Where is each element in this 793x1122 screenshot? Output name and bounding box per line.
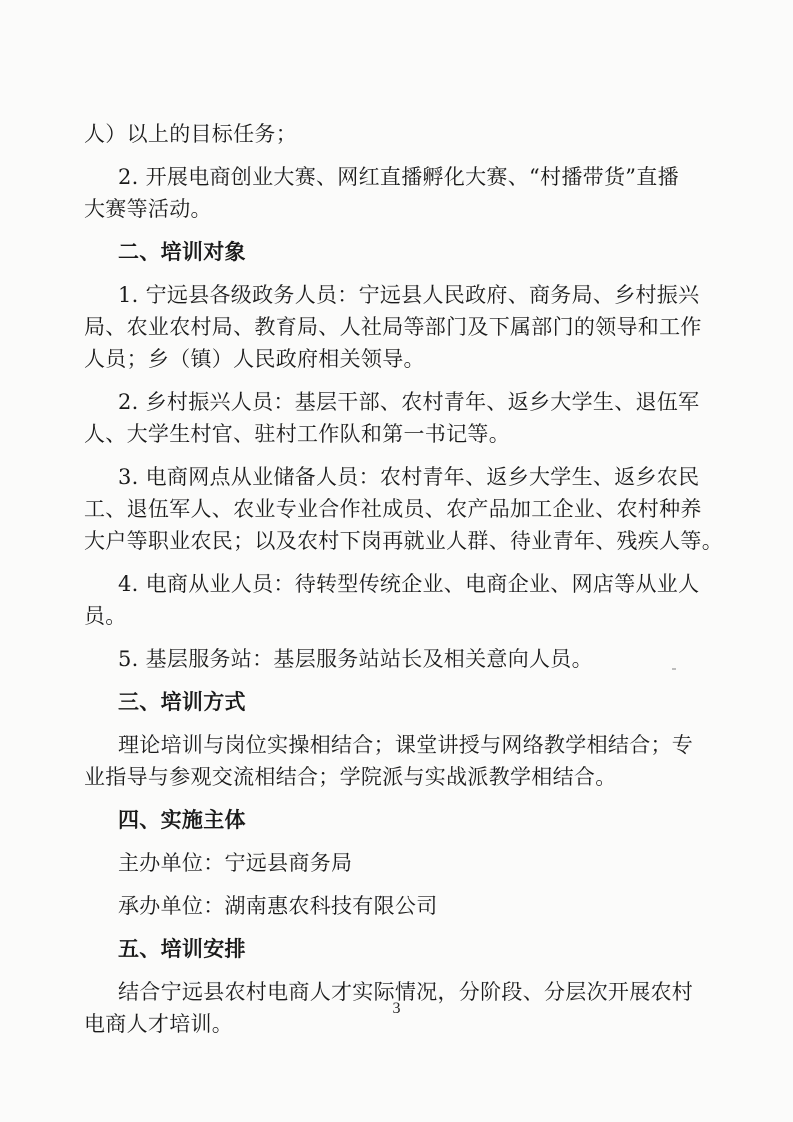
- text-line: 承办单位：湖南惠农科技有限公司: [118, 894, 438, 918]
- section-heading: 五、培训安排: [118, 937, 246, 961]
- scan-speck: [672, 668, 676, 670]
- text-line: 3. 电商网点从业储备人员：农村青年、返乡大学生、返乡农民: [118, 465, 700, 489]
- text-line: 业指导与参观交流相结合；学院派与实战派教学相结合。: [84, 765, 617, 789]
- text-line: 大户等职业农民；以及农村下岗再就业人群、待业青年、残疾人等。: [84, 529, 723, 553]
- text-line: 电商人才培训。: [84, 1012, 234, 1036]
- text-line: 主办单位：宁远县商务局: [118, 851, 353, 875]
- text-line: 5. 基层服务站：基层服务站站长及相关意向人员。: [118, 647, 593, 671]
- text-line: 员。: [84, 604, 127, 628]
- text-line: 人）以上的目标任务；: [84, 122, 297, 146]
- document-body: [84, 118, 723, 1040]
- section-heading: 三、培训方式: [118, 690, 246, 714]
- text-line: 1. 宁远县各级政务人员：宁远县人民政府、商务局、乡村振兴: [118, 283, 700, 307]
- page-number: 3: [392, 1000, 401, 1017]
- text-line: 2. 开展电商创业大赛、网红直播孵化大赛、“村播带货”直播: [118, 165, 679, 189]
- text-line: 2. 乡村振兴人员：基层干部、农村青年、返乡大学生、退伍军: [118, 390, 700, 414]
- section-heading: 四、实施主体: [118, 808, 246, 832]
- text-line: 人员；乡（镇）人民政府相关领导。: [84, 347, 425, 371]
- text-line: 工、退伍军人、农业专业合作社成员、农产品加工企业、农村种养: [84, 497, 702, 521]
- text-line: 人、大学生村官、驻村工作队和第一书记等。: [84, 422, 510, 446]
- text-line: 局、农业农村局、教育局、人社局等部门及下属部门的领导和工作: [84, 315, 702, 339]
- text-line: 结合宁远县农村电商人才实际情况，分阶段、分层次开展农村: [118, 980, 694, 1004]
- text-line: 大赛等活动。: [84, 197, 212, 221]
- section-heading: 二、培训对象: [118, 240, 246, 264]
- text-line: 理论培训与岗位实操相结合；课堂讲授与网络教学相结合；专: [118, 733, 694, 757]
- text-line: 4. 电商从业人员：待转型传统企业、电商企业、网店等从业人: [118, 572, 700, 596]
